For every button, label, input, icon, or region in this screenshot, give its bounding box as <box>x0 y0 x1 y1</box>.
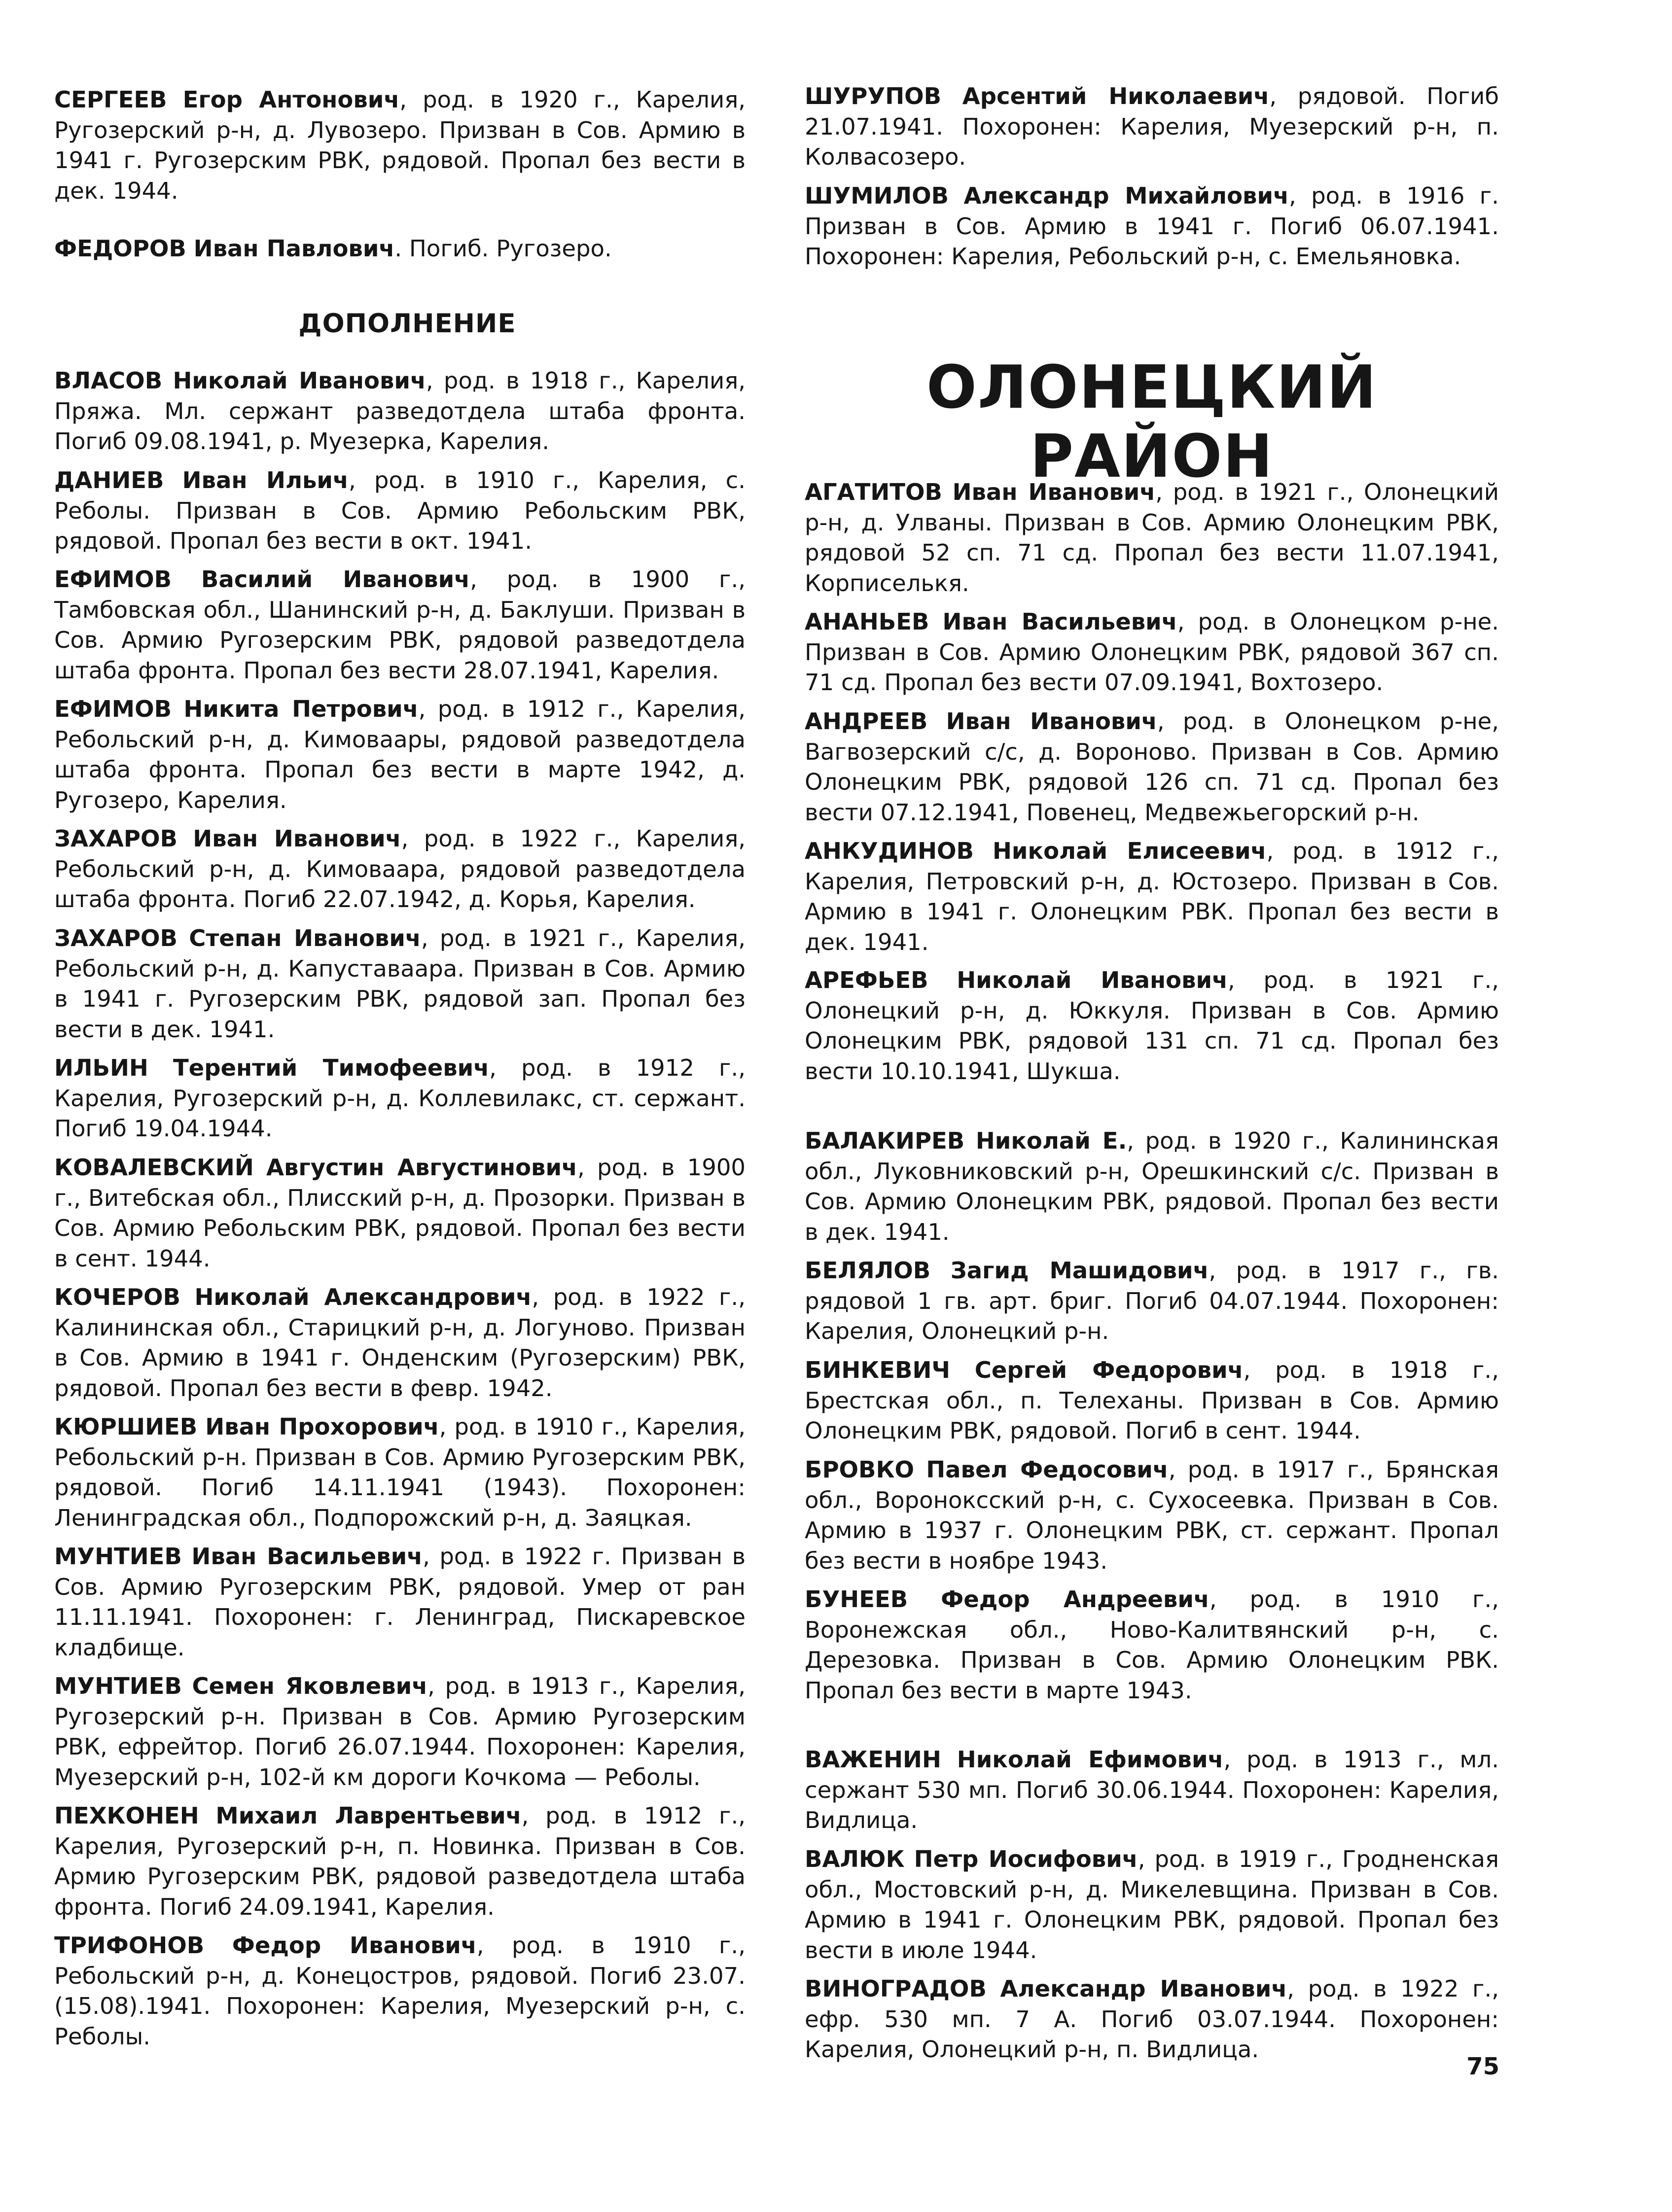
entry-given-names: Иван Васильевич <box>942 608 1177 635</box>
entry-details: , род. в 1918 г., Брестская обл., п. Телеханы. Призван в Сов. Армию Олонецким РВК, рядовой. Погиб в сент. 1944. <box>805 1357 1499 1444</box>
entry-ilyin <box>54 1053 746 1144</box>
entry-details: , род. в 1912 г., Карелия, Ругозерский р-н, п. Новинка. Призван в Сов. Армию Ругозерским РВК, рядовой разведотдела штаба фронта. Погиб 24.09.1941, Карелия. <box>54 1802 746 1920</box>
entry-given-names: Степан Иванович <box>189 925 421 951</box>
entry-efimov-nikita <box>54 694 746 815</box>
entry-surname: ПЕХКОНЕН <box>54 1802 199 1829</box>
entry-given-names: Иван Васильевич <box>191 1543 423 1570</box>
entry-given-names: Иван Иванович <box>193 825 401 852</box>
entry-trifonov <box>54 1931 746 2052</box>
entry-given-names: Василий Иванович <box>201 566 470 593</box>
entry-shumilov <box>805 181 1499 272</box>
entry-details: , род. в 1922 г. Призван в Сов. Армию Ругозерским РВК, рядовой. Умер от ран 11.11.1941. Похоронен: г. Ленинград, Пискаревское кладбище. <box>54 1543 746 1661</box>
entry-muntiev-ivan <box>54 1542 746 1663</box>
entry-surname: БИНКЕВИЧ <box>805 1357 950 1383</box>
entry-andreev <box>805 706 1499 828</box>
entry-given-names: Иван Прохорович <box>205 1413 439 1440</box>
entry-ankudinov <box>805 836 1499 957</box>
entry-surname: АГАТИТОВ <box>805 479 942 505</box>
entry-surname: АНАНЬЕВ <box>805 608 929 635</box>
entry-ananyev <box>805 607 1499 698</box>
entry-surname: БРОВКО <box>805 1456 915 1483</box>
entry-surname: АРЕФЬЕВ <box>805 967 928 993</box>
entry-given-names: Иван Павлович <box>193 235 395 262</box>
entry-details: , род. в 1910 г., Ребольский р-н, д. Конецостров, рядовой. Погиб 23.07.(15.08).1941. Похоронен: Карелия, Муезерский р-н, с. Реболы. <box>54 1932 746 2050</box>
entry-details: , род. в 1913 г., мл. сержант 530 мп. Погиб 30.06.1944. Похоронен: Карелия, Видлица. <box>805 1746 1499 1833</box>
entry-surname: АНДРЕЕВ <box>805 708 928 735</box>
entry-given-names: Иван Иванович <box>946 708 1157 735</box>
entry-fedorov <box>54 234 746 264</box>
entry-buneev <box>805 1584 1499 1706</box>
entry-surname: ЕФИМОВ <box>54 566 172 593</box>
entry-surname: ВАЖЕНИН <box>805 1746 941 1773</box>
section-heading: ДОПОЛНЕНИЕ <box>298 309 516 339</box>
entry-muntiev-semen <box>54 1671 746 1792</box>
entry-given-names: Арсентий Николаевич <box>962 83 1270 109</box>
entry-details: , род. в 1910 г., Карелия, Ребольский р-н. Призван в Сов. Армию Ругозерским РВК, рядовой. Погиб 14.11.1941 (1943). Похоронен: Ленинградская обл., Подпорожский р-н, д. Заяцкая. <box>54 1413 746 1531</box>
entry-given-names: Николай Иванович <box>173 367 426 394</box>
entry-surname: ЕФИМОВ <box>54 696 172 722</box>
entry-surname: КОВАЛЕВСКИЙ <box>54 1154 254 1181</box>
entry-details: , род. в 1922 г., ефр. 530 мп. 7 А. Погиб 03.07.1944. Похоронен: Карелия, Олонецкий р-н, п. Видлица. <box>805 1975 1499 2063</box>
entry-kovalevsky <box>54 1153 746 1274</box>
entry-details: , род. в 1920 г., Калининская обл., Луковниковский р-н, Орешкинский с/с. Призван в Сов. Армию Олонецким РВК, рядовой. Пропал без вести в дек. 1941. <box>805 1127 1499 1245</box>
entry-given-names: Загид Машидович <box>950 1257 1209 1284</box>
entry-surname: ШУРУПОВ <box>805 83 942 109</box>
entry-kyurshiev <box>54 1412 746 1533</box>
entry-given-names: Александр Михайлович <box>963 182 1289 209</box>
entry-details: , род. в 1910 г., Карелия, с. Реболы. Призван в Сов. Армию Ребольским РВК, рядовой. Пропал без вести в окт. 1941. <box>54 467 746 554</box>
entry-vlasov <box>54 366 746 457</box>
entry-daniev <box>54 465 746 557</box>
entry-surname: КЮРШИЕВ <box>54 1413 198 1440</box>
entry-belyalov <box>805 1256 1499 1347</box>
entry-surname: МУНТИЕВ <box>54 1673 182 1699</box>
entry-given-names: Николай Александрович <box>194 1284 532 1310</box>
entry-given-names: Петр Иосифович <box>914 1846 1138 1872</box>
entry-details: , род. в Олонецком р-не. Призван в Сов. Армию Олонецким РВК, рядовой 367 сп. 71 сд. Пропал без вести 07.09.1941, Вохтозеро. <box>805 608 1499 696</box>
entry-zakharov-ivan <box>54 824 746 915</box>
entry-details: , род. в 1920 г., Карелия, Ругозерский р-н, д. Лувозеро. Призван в Сов. Армию в 1941 г. Ругозерским РВК, рядовой. Пропал без вести в дек. 1944. <box>54 86 746 204</box>
entry-arefyev <box>805 965 1499 1087</box>
entry-details: , род. в 1912 г., Карелия, Ребольский р-н, д. Кимоваары, рядовой разведотдела штаба фронта. Пропал без вести в марте 1942, д. Ругозеро, Карелия. <box>54 696 746 813</box>
entry-given-names: Семен Яковлевич <box>192 1673 428 1699</box>
entry-surname: ИЛЬИН <box>54 1054 148 1081</box>
entry-details: , род. в 1916 г. Призван в Сов. Армию в 1941 г. Погиб 06.07.1941. Похоронен: Карелия, Ребольский р-н, с. Емельяновка. <box>805 182 1499 270</box>
entry-vinogradov <box>805 1974 1499 2065</box>
entry-details: , род. в 1912 г., Карелия, Ругозерский р-н, д. Коллевилакс, ст. сержант. Погиб 19.04.1944. <box>54 1054 746 1142</box>
entry-given-names: Павел Федосович <box>926 1456 1169 1483</box>
entry-details: , род. в 1922 г., Калининская обл., Старицкий р-н, д. Логуново. Призван в Сов. Армию в 1941 г. Онденским (Ругозерским) РВК, рядовой. Пропал без вести в февр. 1942. <box>54 1284 746 1402</box>
entry-surname: КОЧЕРОВ <box>54 1284 180 1310</box>
entry-surname: ВАЛЮК <box>805 1846 905 1872</box>
entry-details: , род. в 1919 г., Гродненская обл., Мостовский р-н, д. Микелевщина. Призван в Сов. Армию в 1941 г. Олонецким РВК, рядовой. Пропал без вести в июле 1944. <box>805 1846 1499 1964</box>
district-heading: ОЛОНЕЦКИЙ РАЙОН <box>926 353 1378 491</box>
entry-given-names: Иван Иванович <box>952 479 1156 505</box>
entry-surname: БЕЛЯЛОВ <box>805 1257 931 1284</box>
entry-details: , род. в 1922 г., Карелия, Ребольский р-н, д. Кимоваара, рядовой разведотдела штаба фронта. Погиб 22.07.1942, д. Корья, Карелия. <box>54 825 746 913</box>
entry-surname: ВИНОГРАДОВ <box>805 1975 987 2002</box>
entry-given-names: Николай Е. <box>975 1127 1127 1154</box>
entry-surname: ШУМИЛОВ <box>805 182 949 209</box>
entry-details: , род. в 1900 г., Тамбовская обл., Шанинский р-н, д. Баклуши. Призван в Сов. Армию Ругозерским РВК, рядовой разведотдела штаба фронта. Пропал без вести 28.07.1941, Карелия. <box>54 566 746 684</box>
entry-brovko <box>805 1455 1499 1576</box>
entry-given-names: Августин Августинович <box>266 1154 577 1181</box>
entry-surname: МУНТИЕВ <box>54 1543 182 1570</box>
entry-given-names: Сергей Федорович <box>974 1357 1244 1383</box>
entry-given-names: Федор Иванович <box>232 1932 477 1959</box>
entry-details: , рядовой. Погиб 21.07.1941. Похоронен: Карелия, Муезерский р-н, п. Колвасозеро. <box>805 83 1499 170</box>
entry-given-names: Никита Петрович <box>183 696 419 722</box>
entry-given-names: Николай Иванович <box>957 967 1228 993</box>
entry-details: , род. в 1918 г., Карелия, Пряжа. Мл. сержант разведотдела штаба фронта. Погиб 09.08.1941, р. Муезерка, Карелия. <box>54 367 746 455</box>
entry-details: , род. в 1910 г., Воронежская обл., Ново-Калитвянский р-н, с. Дерезовка. Призван в Сов. Армию Олонецким РВК. Пропал без вести в марте 1943. <box>805 1586 1499 1704</box>
entry-given-names: Николай Елисеевич <box>993 838 1267 864</box>
entry-details: . Погиб. Ругозеро. <box>394 235 612 262</box>
entry-details: , род. в 1900 г., Витебская обл., Плисский р-н, д. Прозорки. Призван в Сов. Армию Ребольским РВК, рядовой. Пропал без вести в сент. 1944. <box>54 1154 746 1272</box>
entry-details: , род. в 1917 г., гв. рядовой 1 гв. арт. бриг. Погиб 04.07.1944. Похоронен: Карелия, Олонецкий р-н. <box>805 1257 1499 1344</box>
entry-details: , род. в 1921 г., Олонецкий р-н, д. Юккуля. Призван в Сов. Армию Олонецким РВК, рядовой 131 сп. 71 сд. Пропал без вести 10.10.1941, Шукша. <box>805 967 1499 1085</box>
entry-details: , род. в 1917 г., Брянская обл., Вороноксский р-н, с. Сухосеевка. Призван в Сов. Армию в 1937 г. Олонецким РВК, ст. сержант. Пропал без вести в ноябре 1943. <box>805 1456 1499 1574</box>
entry-pekhkonen <box>54 1801 746 1922</box>
entry-kocherov <box>54 1282 746 1404</box>
entry-given-names: Егор Антонович <box>182 86 400 113</box>
entry-given-names: Михаил Лаврентьевич <box>215 1802 522 1829</box>
entry-balakirev <box>805 1126 1499 1247</box>
entry-efimov-vasily <box>54 564 746 686</box>
page-number: 75 <box>1466 2053 1499 2080</box>
entry-given-names: Николай Ефимович <box>957 1746 1224 1773</box>
entry-vazhenin <box>805 1745 1499 1836</box>
entry-surname: ЗАХАРОВ <box>54 925 178 951</box>
entry-surname: ФЕДОРОВ <box>54 235 186 262</box>
entry-agatitov <box>805 477 1499 598</box>
entry-details: , род. в 1912 г., Карелия, Петровский р-н, д. Юстозеро. Призван в Сов. Армию в 1941 г. Олонецким РВК. Пропал без вести в дек. 1941. <box>805 838 1499 955</box>
entry-sergeev <box>54 85 746 206</box>
entry-given-names: Иван Ильич <box>182 467 349 493</box>
entry-zakharov-stepan <box>54 923 746 1045</box>
entry-surname: БУНЕЕВ <box>805 1586 908 1613</box>
entry-shurupov <box>805 81 1499 173</box>
entry-details: , род. в 1921 г., Карелия, Ребольский р-н, д. Капуставаара. Призван в Сов. Армию в 1941 г. Ругозерским РВК, рядовой зап. Пропал без вести в дек. 1941. <box>54 925 746 1043</box>
entry-details: , род. в 1913 г., Карелия, Ругозерский р-н. Призван в Сов. Армию Ругозерским РВК, ефрейтор. Погиб 26.07.1944. Похоронен: Карелия, Муезерский р-н, 102-й км дороги Кочкома — Реболы. <box>54 1673 746 1791</box>
entry-surname: ТРИФОНОВ <box>54 1932 205 1959</box>
entry-surname: ДАНИЕВ <box>54 467 164 493</box>
entry-given-names: Александр Иванович <box>1000 1975 1287 2002</box>
entry-given-names: Федор Андреевич <box>941 1586 1210 1613</box>
entry-given-names: Терентий Тимофеевич <box>173 1054 490 1081</box>
entry-details: , род. в Олонецком р-не, Вагвозерский с/с, д. Вороново. Призван в Сов. Армию Олонецким РВК, рядовой 126 сп. 71 сд. Пропал без вести 07.12.1941, Повенец, Медвежьегорский р-н. <box>805 708 1499 826</box>
entry-surname: ЗАХАРОВ <box>54 825 178 852</box>
entry-valyuk <box>805 1844 1499 1966</box>
entry-surname: БАЛАКИРЕВ <box>805 1127 965 1154</box>
entry-surname: АНКУДИНОВ <box>805 838 974 864</box>
entry-details: , род. в 1921 г., Олонецкий р-н, д. Улваны. Призван в Сов. Армию Олонецким РВК, рядовой 52 сп. 71 сд. Пропал без вести 11.07.1941, Корписелькя. <box>805 479 1499 597</box>
entry-surname: ВЛАСОВ <box>54 367 163 394</box>
entry-binkevich <box>805 1355 1499 1446</box>
entry-surname: СЕРГЕЕВ <box>54 86 167 113</box>
